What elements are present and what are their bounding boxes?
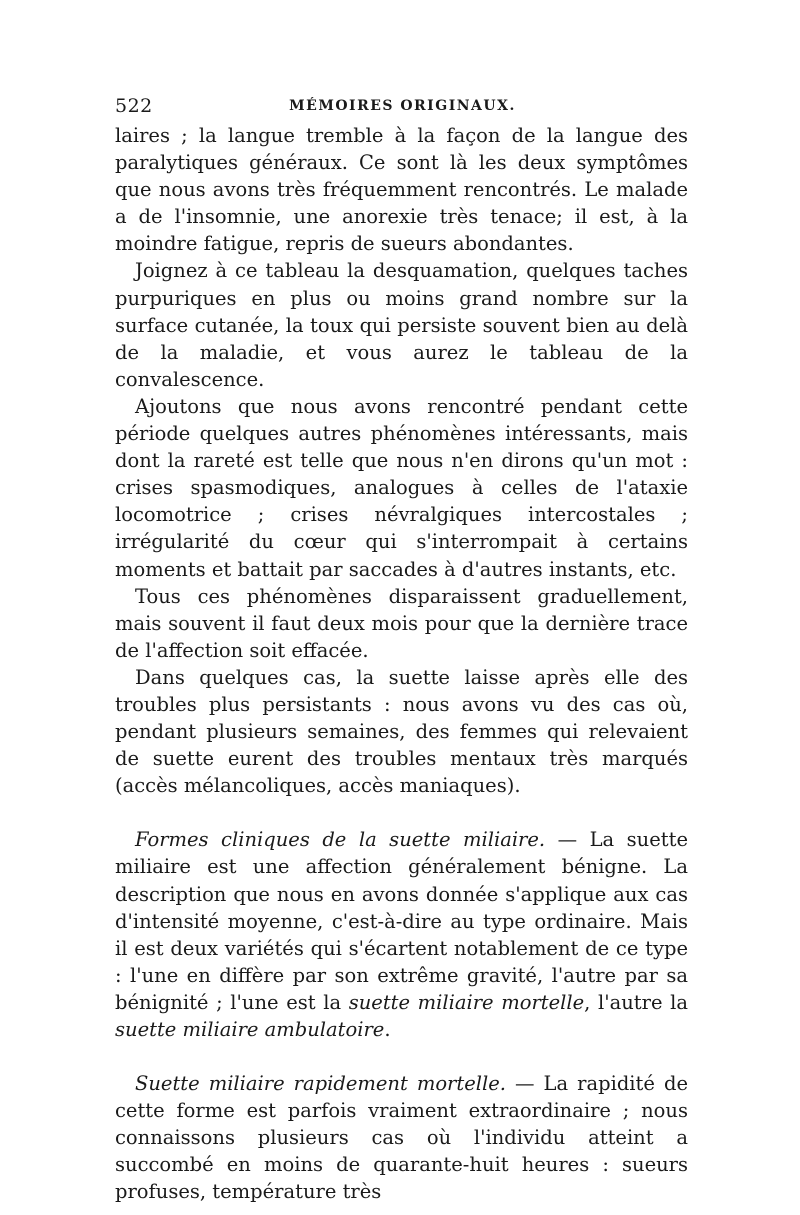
section-text: La rapidité de cette forme est parfois vraiment extraordinaire ; nous connaissons plusieurs cas où l'individu atteint a succombé en moins de quarante-huit heures : sueurs profuses, température très [115,1072,688,1204]
paragraph-continuation: laires ; la langue tremble à la façon de la langue des paralytiques généraux. Ce sont là les deux symptômes que nous avons très fréquemment rencontrés. Le malade a de l'insomnie, une anorexie très tenace; il est, à la moindre fatigue, repris de sueurs abondantes. [115,124,688,256]
section-dash: — [505,1072,544,1096]
paragraph-troubles: Dans quelques cas, la suette laisse après elle des troubles plus persistants : nous avons vu des cas où, pendant plusieurs semaines, des femmes qui relevaient de suette eurent des troubles mentaux très marqués (accès mélancoliques, accès maniaques). [115,665,688,798]
section-title-suette: Suette miliaire rapidement mortelle. [135,1072,506,1096]
page-header [115,95,690,121]
paragraph-phenomenes: Ajoutons que nous avons rencontré pendant cette période quelques autres phénomènes intéressants, mais dont la rareté est telle que nous n'en dirons qu'un mot : crises spasmodiques, analogues à celles de l'ataxie locomotrice ; crises névralgiques intercostales ; irrégularité du cœur qui s'interrompait à certains moments et battait par saccades à d'autres instants, etc. [115,394,688,581]
section-dash: — [545,828,590,852]
paragraph-desquamation: Joignez à ce tableau la desquamation, quelques taches purpuriques en plus ou moins grand nombre sur la surface cutanée, la toux qui persiste souvent bien au delà de la maladie, et vous aurez le tableau de la convalescence. [115,259,688,391]
section-suette-mortelle [115,1070,688,1205]
running-head: MÉMOIRES ORIGINAUX. [289,98,516,114]
section-formes-cliniques [115,826,688,1043]
section-title-formes: Formes cliniques de la suette miliaire. [135,828,546,852]
section-text: . [384,1018,391,1041]
italic-term-mortelle: suette miliaire mortelle [348,990,585,1014]
section-text: , l'autre la [584,990,688,1014]
paragraph-disparition: Tous ces phénomènes disparaissent graduellement, mais souvent il faut deux mois pour que la dernière trace de l'affection soit effacée. [115,584,688,662]
body-text [115,122,688,1206]
italic-term-ambulatoire: suette miliaire ambulatoire [115,1018,385,1041]
page-number: 522 [115,95,153,117]
section-text: La suette miliaire est une affection généralement bénigne. La description que nous en avons donnée s'applique aux cas d'intensité moyenne, c'est-à-dire au type ordinaire. Mais il est deux variétés qui s'écartent notablement de ce type : l'une en diffère par son extrême gravité, l'autre par sa bénignité ; l'une est la [115,828,688,1014]
